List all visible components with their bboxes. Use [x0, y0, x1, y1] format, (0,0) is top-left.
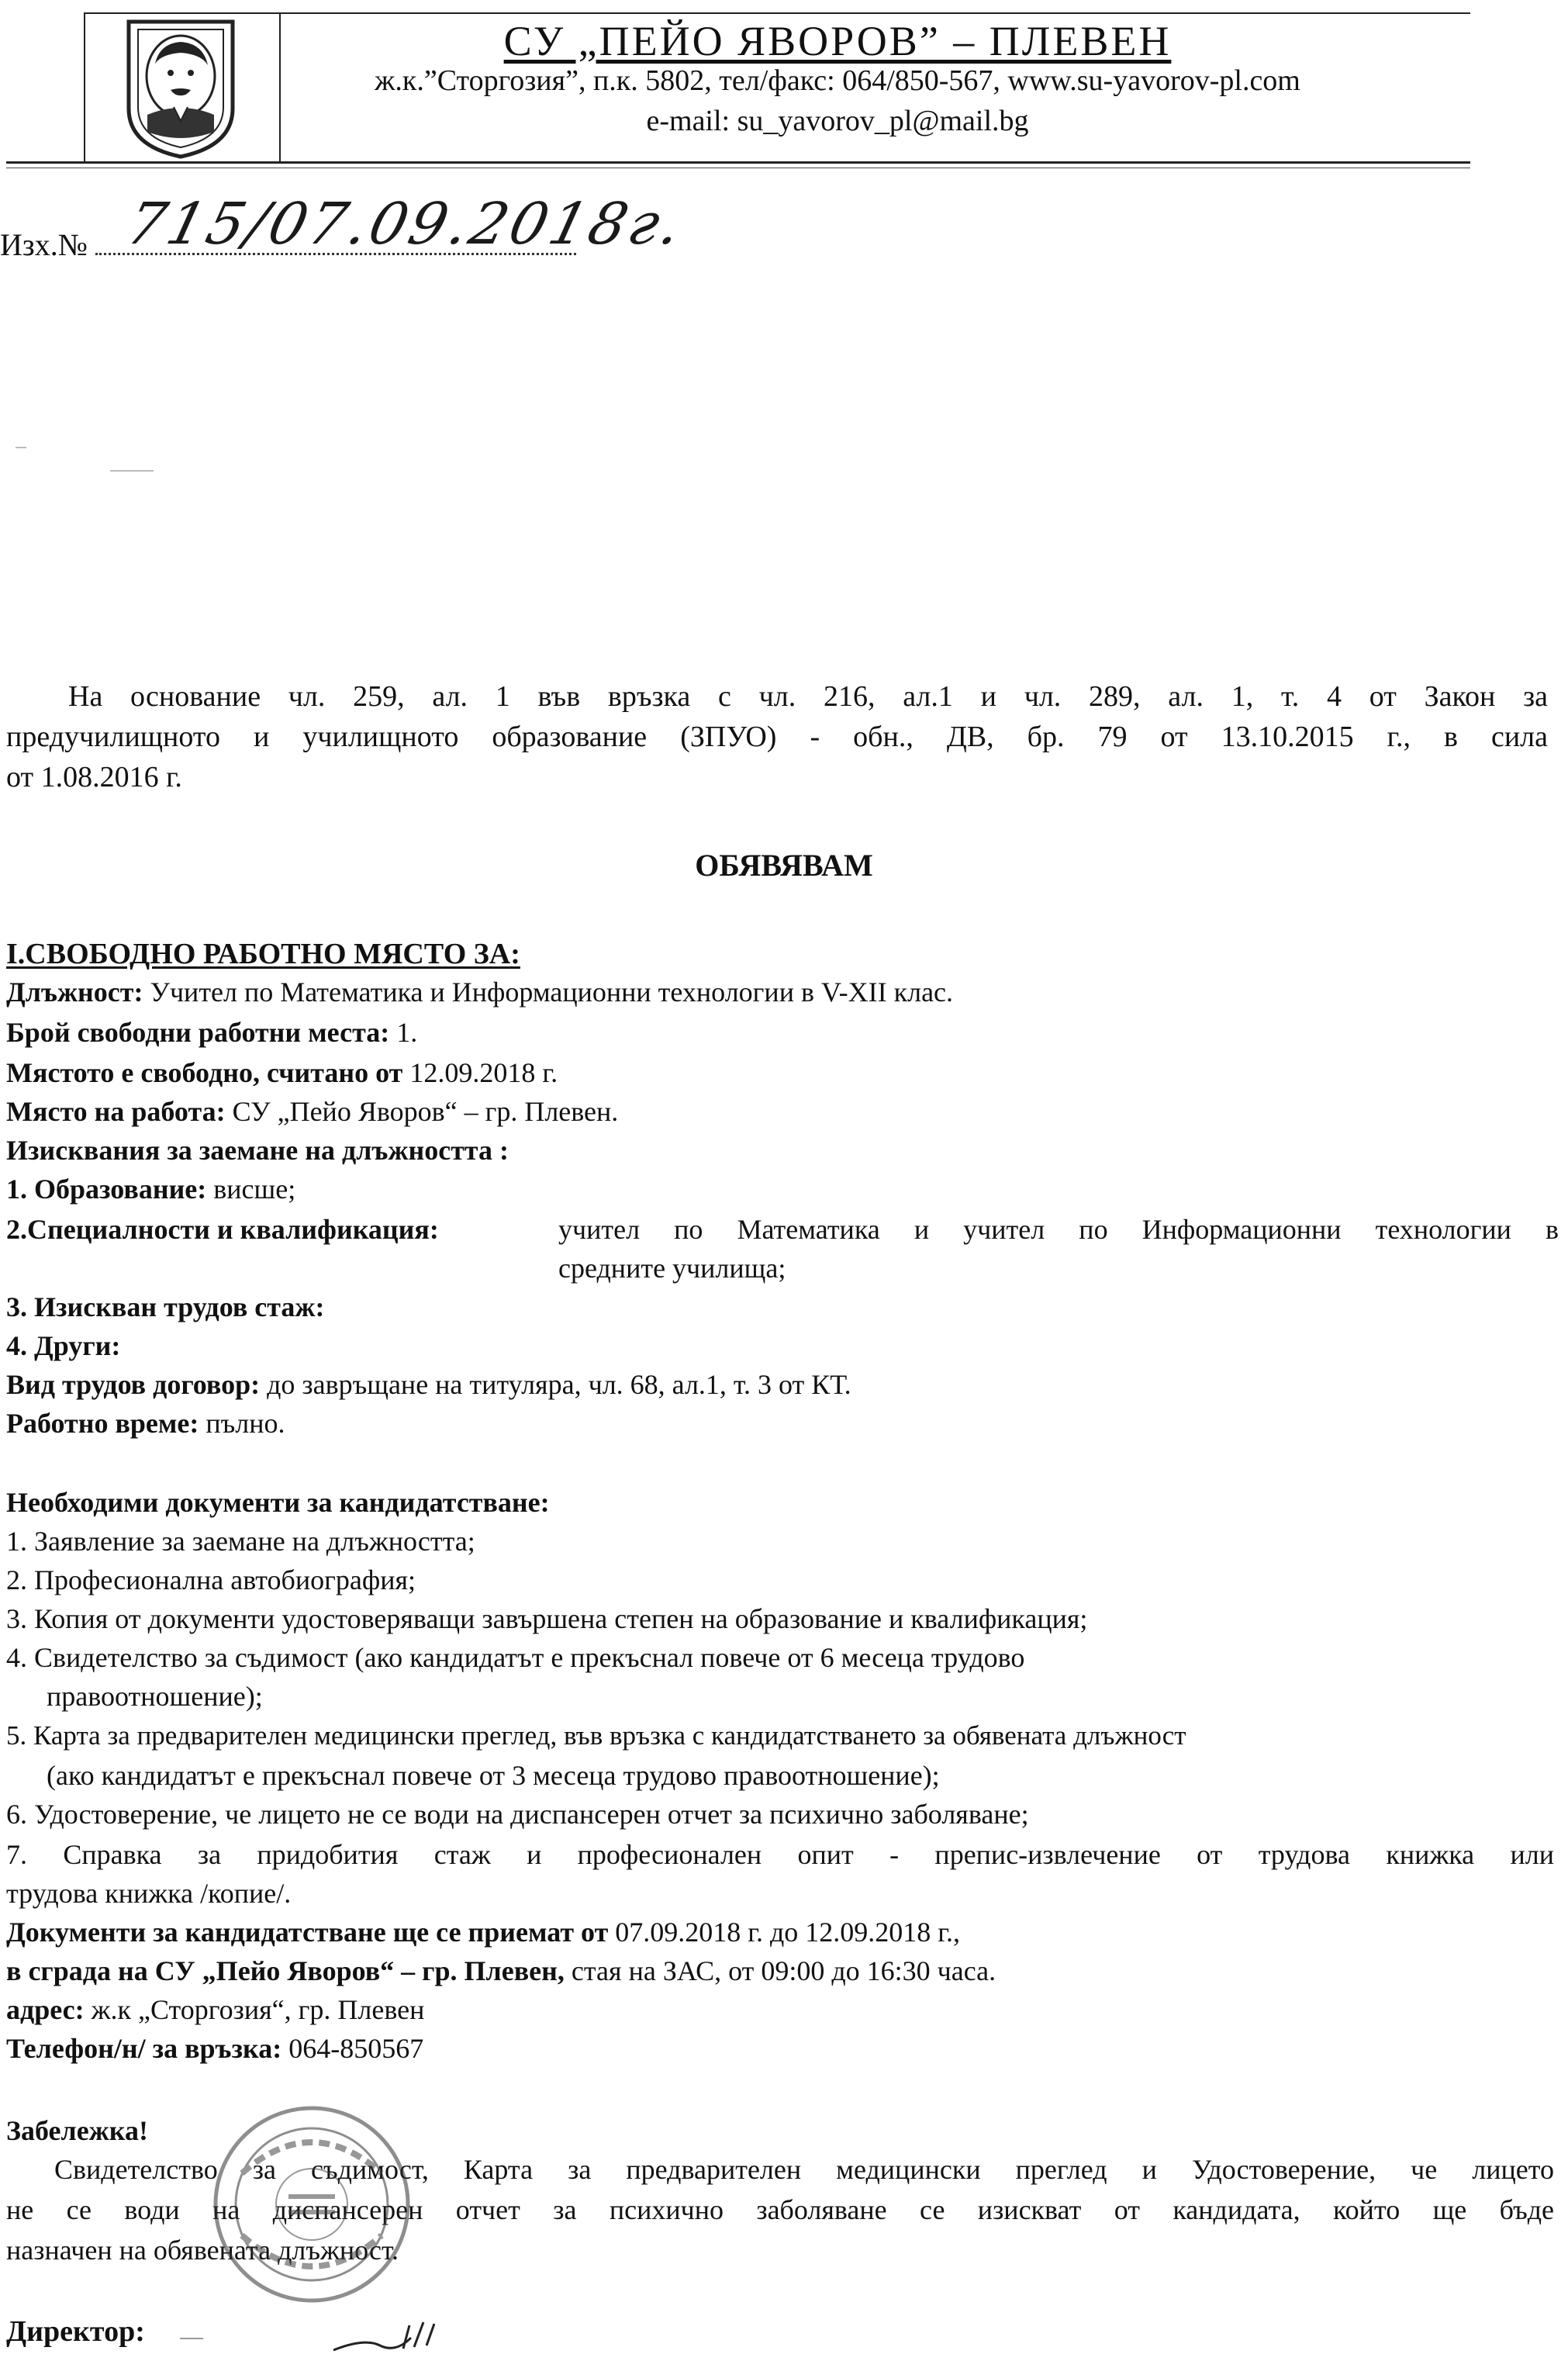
requirement-other: 4. Други:	[6, 1330, 121, 1361]
requirement-specialty-value-1: учител по Математика и учител по Информационни технологии в	[558, 1214, 1559, 1245]
faint-mark	[110, 470, 154, 472]
position-count: Брой свободни работни места: 1.	[6, 1017, 418, 1048]
submission-phone: Телефон/н/ за връзка: 064-850567	[6, 2033, 424, 2064]
school-address: ж.к.”Сторгозия”, п.к. 5802, тел/факс: 064/850-567, www.su-yavorov-pl.com	[375, 64, 1300, 97]
document-item-4: 4. Свидетелство за съдимост (ако кандидатът е прекъснал повече от 6 месеца трудово	[6, 1642, 1025, 1673]
submission-building: в сграда на СУ „Пейо Яворов“ – гр. Плевен, стая на ЗАС, от 09:00 до 16:30 часа.	[6, 1955, 996, 1986]
requirement-experience: 3. Изискван трудов стаж:	[6, 1291, 325, 1322]
school-name: СУ „ПЕЙО ЯВОРОВ” – ПЛЕВЕН	[503, 18, 1172, 64]
reference-handwritten-number: 715/07.09.2018г.	[120, 191, 692, 258]
requirement-education: 1. Образование: висше;	[6, 1174, 296, 1205]
note-title: Забележка!	[6, 2115, 148, 2146]
note-line-3: назначен на обявената длъжност.	[6, 2235, 399, 2266]
director-label: Директор:	[6, 2315, 145, 2348]
contract-type: Вид трудов договор: до завръщане на титуляра, чл. 68, ал.1, т. 3 от КТ.	[6, 1369, 851, 1400]
handwritten-signature	[318, 2314, 450, 2361]
position-workplace: Място на работа: СУ „Пейо Яворов“ – гр. Плевен.	[6, 1096, 619, 1127]
faint-mark	[180, 2338, 203, 2339]
note-line-1: Свидетелство за съдимост, Карта за предварителен медицински преглед и Удостоверение, че лицето	[54, 2154, 1554, 2185]
round-seal-stamp	[211, 2103, 413, 2305]
school-email: e-mail: su_yavorov_pl@mail.bg	[646, 105, 1029, 137]
document-item-3: 3. Копия от документи удостоверяващи завършена степен на образование и квалификация;	[6, 1603, 1088, 1634]
submission-address: адрес: ж.к „Сторгозия“, гр. Плевен	[6, 1994, 425, 2025]
letterhead-bottom-rule	[6, 161, 1470, 164]
announce-heading: ОБЯВЯВАМ	[695, 848, 873, 883]
reference-label: Изх.№	[0, 227, 88, 262]
document-item-7: 7. Справка за придобития стаж и професионален опит - препис-извлечение от трудова книжка или	[6, 1839, 1554, 1870]
letterhead-top-rule	[84, 12, 1470, 14]
document-item-7-cont: трудова книжка /копие/.	[6, 1878, 292, 1909]
requirement-specialty-label: 2.Специалности и квалификация:	[6, 1214, 439, 1245]
documents-title: Необходими документи за кандидатстване:	[6, 1487, 550, 1518]
faint-mark	[16, 447, 26, 448]
document-item-1: 1. Заявление за заемане на длъжността;	[6, 1526, 475, 1557]
document-item-5-cont: (ако кандидатът е прекъснал повече от 3 месеца трудово правоотношение);	[47, 1760, 940, 1791]
note-line-2: не се води на диспансерен отчет за психично заболяване се изискват от кандидата, който ще бъде	[6, 2194, 1554, 2225]
submission-dates: Документи за кандидатстване ще се приемат от 07.09.2018 г. до 12.09.2018 г.,	[6, 1917, 961, 1948]
requirement-specialty-value-2: средните училища;	[558, 1253, 786, 1284]
document-item-2: 2. Професионална автобиография;	[6, 1564, 416, 1595]
intro-line-3: от 1.08.2016 г.	[6, 761, 182, 793]
document-item-5: 5. Карта за предварителен медицински преглед, във връзка с кандидатстването за обявената длъжност	[6, 1720, 1186, 1751]
position-free-from: Мястото е свободно, считано от 12.09.2018 г.	[6, 1057, 558, 1088]
working-hours: Работно време: пълно.	[6, 1408, 285, 1439]
intro-line-1: На основание чл. 259, ал. 1 във връзка с чл. 216, ал.1 и чл. 289, ал. 1, т. 4 от Закон за	[68, 680, 1548, 713]
requirements-title: Изисквания за заемане на длъжността :	[6, 1135, 509, 1166]
intro-line-2: предучилищното и училищното образование (ЗПУО) - обн., ДВ, бр. 79 от 13.10.2015 г., в сила	[6, 721, 1548, 753]
document-item-4-cont: правоотношение);	[47, 1681, 263, 1712]
portrait-emblem-icon	[99, 16, 262, 160]
position-section-title: I.СВОБОДНО РАБОТНО МЯСТО ЗА:	[6, 938, 520, 970]
position-role: Длъжност: Учител по Математика и Информационни технологии в V-XII клас.	[6, 977, 954, 1008]
document-item-6: 6. Удостоверение, че лицето не се води на диспансерен отчет за психично заболяване;	[6, 1799, 1029, 1830]
